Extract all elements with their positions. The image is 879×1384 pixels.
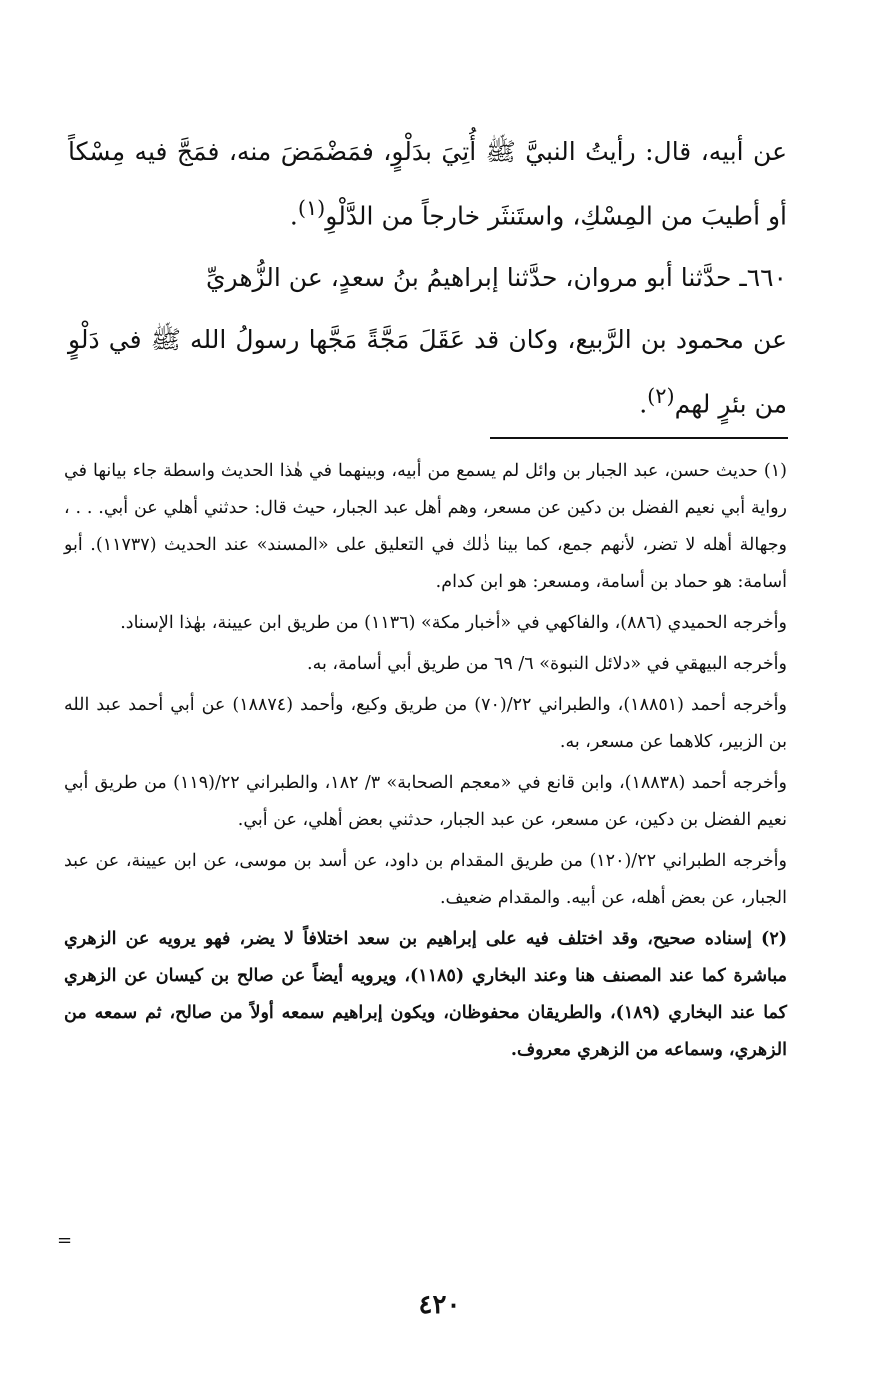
main-paragraph-1: عن أبيه، قال: رأيتُ النبيَّ ﷺ أُتِيَ بدَلْوٍ، فمَضْمَضَ منه، فمَجَّ فيه مِسْكاً أو أطيبَ من المِسْكِ، واستَنثَر خارجاً من الدَّلْوِ$^{(١)}$.	[68, 137, 787, 231]
footnote-1-source-1: وأخرجه الحميدي (٨٨٦)، والفاكهي في «أخبار مكة» (١١٣٦) من طريق ابن عيينة، بهٰذا الإسناد.	[120, 613, 787, 633]
hadith-660-heading: ٦٦٠ـ حدَّثنا أبو مروان، حدَّثنا إبراهيمُ بنُ سعدٍ، عن الزُّهريِّ	[205, 263, 787, 293]
footnote-2: (٢) إسناده صحيح، وقد اختلف فيه على إبراهيم بن سعد اختلافاً لا يضر، فهو يرويه عن الزهري مباشرة كما عند المصنف هنا وعند البخاري (١١٨٥)، ويرويه أيضاً عن صالح بن كيسان عن الزهري كما عند البخاري (١٨٩)، والطريقان محفوظان، ويكون إبراهيم سمعه أولاً من صالح، ثم سمعه من الزهري، وسماعه من الزهري معروف.	[64, 929, 787, 1060]
footnote-separator	[490, 437, 788, 439]
footnote-1-source-3: وأخرجه أحمد (١٨٨٥١)، والطبراني ٢٢/(٧٠) من طريق وكيع، وأحمد (١٨٨٧٤) عن أبي أحمد عبد الله بن الزبير، كلاهما عن مسعر، به.	[64, 695, 787, 752]
footnote-ref-2: (٢)	[647, 384, 675, 409]
main-text	[68, 124, 787, 433]
footnote-1: (١) حديث حسن، عبد الجبار بن وائل لم يسمع من أبيه، وبينهما في هٰذا الحديث واسطة جاء بيانها في رواية أبي نعيم الفضل بن دكين عن مسعر، وهم أهل عبد الجبار، حيث قال: حدثني أهلي عن أبي. . . ، وجهالة أهله لا تضر، لأنهم جمع، كما بينا ذٰلك في التعليق على «المسند» عند الحديث (١١٧٣٧). أبو أسامة: هو حماد بن أسامة، ومسعر: هو ابن كدام.	[64, 461, 787, 592]
continuation-mark: =	[57, 1230, 73, 1251]
footnote-1-source-5: وأخرجه الطبراني ٢٢/(١٢٠) من طريق المقدام بن داود، عن أسد بن موسى، عن ابن عيينة، عن عبد الجبار، عن بعض أهله، عن أبيه. والمقدام ضعيف.	[64, 851, 787, 908]
footnote-1-source-2: وأخرجه البيهقي في «دلائل النبوة» ٦/ ٦٩ من طريق أبي أسامة، به.	[307, 654, 787, 674]
main-paragraph-3: عن محمود بن الرَّبيع، وكان قد عَقَلَ مَجَّةً مَجَّها رسولُ الله ﷺ في دَلْوٍ من بئرٍ لهم$^{(٢)}$.	[68, 325, 787, 419]
footnote-ref-1: (١)	[297, 196, 326, 220]
footnotes	[64, 453, 787, 1073]
page-number: ٤٢٠	[418, 1290, 461, 1320]
footnote-1-source-4: وأخرجه أحمد (١٨٨٣٨)، وابن قانع في «معجم الصحابة» ٣/ ١٨٢، والطبراني ٢٢/(١١٩) من طريق أبي نعيم الفضل بن دكين، عن مسعر، عن عبد الجبار، حدثني بعض أهلي، عن أبي.	[64, 773, 787, 830]
